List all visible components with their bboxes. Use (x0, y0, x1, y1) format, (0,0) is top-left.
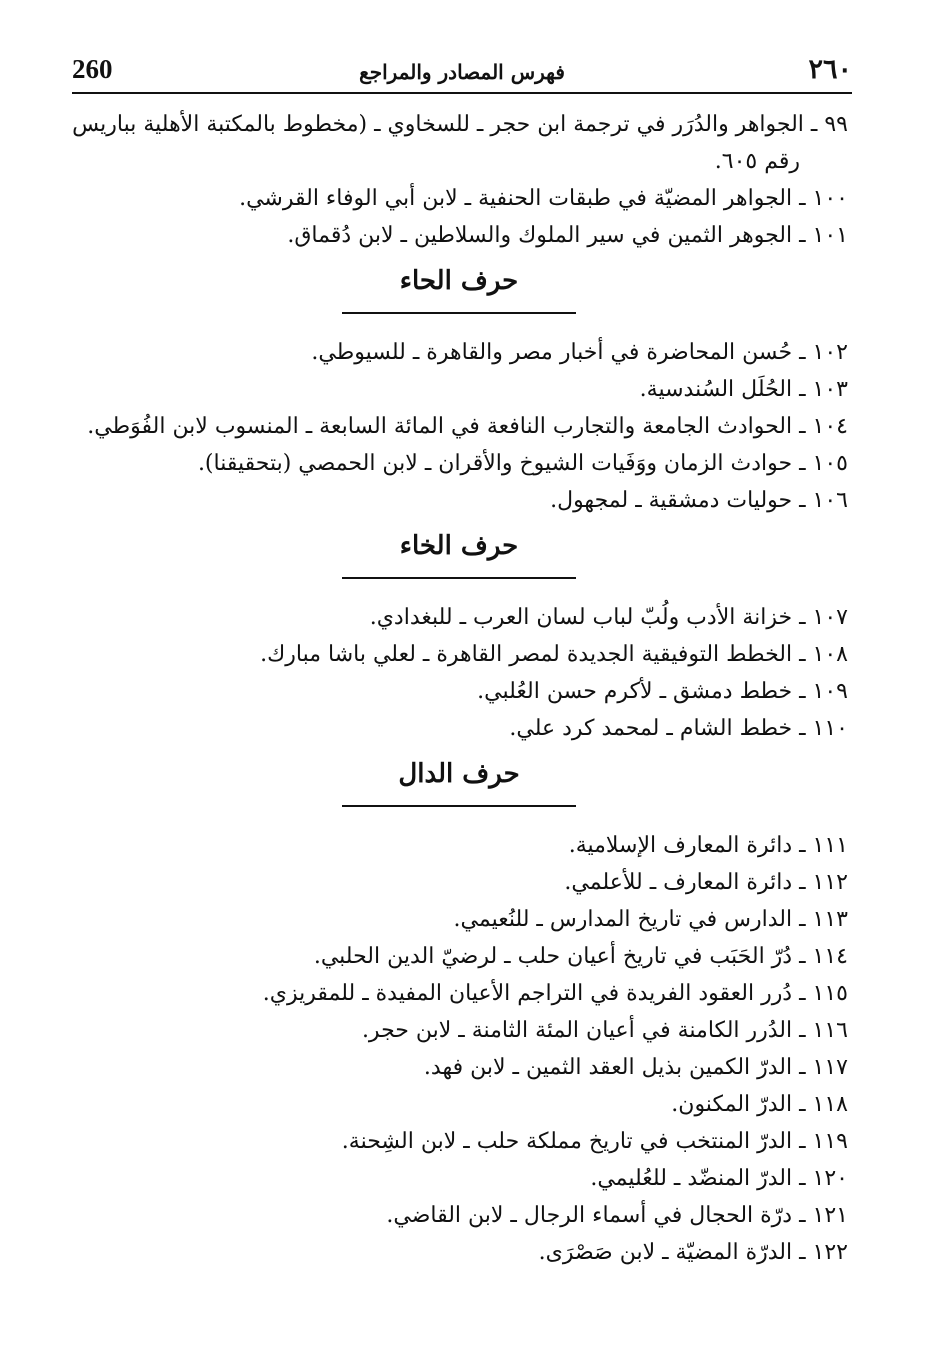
section-title: حرف الدال (342, 759, 576, 807)
running-title: فهرس المصادر والمراجع (359, 60, 565, 84)
section-title: حرف الخاء (342, 531, 576, 579)
list-item: ١٠٨ ـ الخطط التوفيقية الجديدة لمصر القاهرة ـ لعلي باشا مبارك. (260, 642, 848, 667)
list-item: ١٢١ ـ درّة الحجال في أسماء الرجال ـ لابن القاضي. (386, 1203, 848, 1228)
list-item: ١٠٥ ـ حوادث الزمان ووَفَيات الشيوخ والأقران ـ لابن الحمصي (بتحقيقنا). (197, 451, 848, 476)
list-item: ١٢٢ ـ الدرّة المضيّة ـ لابن صَصْرَى. (538, 1240, 848, 1265)
page-number-arabic: ٢٦٠ (808, 54, 852, 85)
page-number-latin: 260 (72, 54, 113, 84)
list-item: ١٠٠ ـ الجواهر المضيّة في طبقات الحنفية ـ لابن أبي الوفاء القرشي. (239, 186, 848, 211)
list-item: ١١٩ ـ الدرّ المنتخب في تاريخ مملكة حلب ـ لابن الشِحنة. (341, 1129, 848, 1154)
entry-text: ٩٩ ـ الجواهر والدُرَر في ترجمة ابن حجر ـ للسخاوي ـ (مخطوط بالمكتبة الأهلية بباريس (72, 112, 848, 137)
list-item: ١٠٣ ـ الحُلَل السُندسية. (639, 377, 848, 402)
section-heading-haa (70, 254, 848, 334)
section-heading-dal (70, 747, 848, 827)
page-header (72, 52, 852, 94)
list-item: ١١٥ ـ دُرر العقود الفريدة في التراجم الأعيان المفيدة ـ للمقريزي. (262, 981, 848, 1006)
bibliography-list (70, 106, 848, 1271)
list-item: ١١٢ ـ دائرة المعارف ـ للأعلمي. (564, 870, 848, 895)
list-item: ١٠٤ ـ الحوادث الجامعة والتجارب النافعة في المائة السابعة ـ المنسوب لابن الفُوَطي. (87, 414, 848, 439)
entry-continuation: رقم ٦٠٥. (714, 149, 800, 174)
list-item: ١١٠ ـ خطط الشام ـ لمحمد كرد علي. (509, 716, 848, 741)
list-item: ١١٨ ـ الدرّ المكنون. (671, 1092, 848, 1117)
section-heading-khaa (70, 519, 848, 599)
list-item: ١١٦ ـ الدُرر الكامنة في أعيان المئة الثامنة ـ لابن حجر. (361, 1018, 848, 1043)
list-item: ١٠١ ـ الجوهر الثمين في سير الملوك والسلاطين ـ لابن دُقماق. (287, 223, 848, 248)
list-item: ١٠٧ ـ خزانة الأدب ولُبّ لباب لسان العرب ـ للبغدادي. (369, 605, 848, 630)
list-item: ١١١ ـ دائرة المعارف الإسلامية. (568, 833, 848, 858)
list-item: ١١٧ ـ الدرّ الكمين بذيل العقد الثمين ـ لابن فهد. (423, 1055, 848, 1080)
list-item: ١٢٠ ـ الدرّ المنضّد ـ للعُليمي. (590, 1166, 848, 1191)
list-item: ١٠٩ ـ خطط دمشق ـ لأكرم حسن العُلبي. (477, 679, 848, 704)
list-item (70, 106, 848, 180)
list-item: ١١٤ ـ دُرّ الحَبَب في تاريخ أعيان حلب ـ لرضيّ الدين الحلبي. (313, 944, 848, 969)
list-item: ١٠٢ ـ حُسن المحاضرة في أخبار مصر والقاهرة ـ للسيوطي. (311, 340, 848, 365)
list-item: ١٠٦ ـ حوليات دمشقية ـ لمجهول. (550, 488, 848, 513)
list-item: ١١٣ ـ الدارس في تاريخ المدارس ـ للنُعيمي. (453, 907, 848, 932)
section-title: حرف الحاء (342, 266, 576, 314)
